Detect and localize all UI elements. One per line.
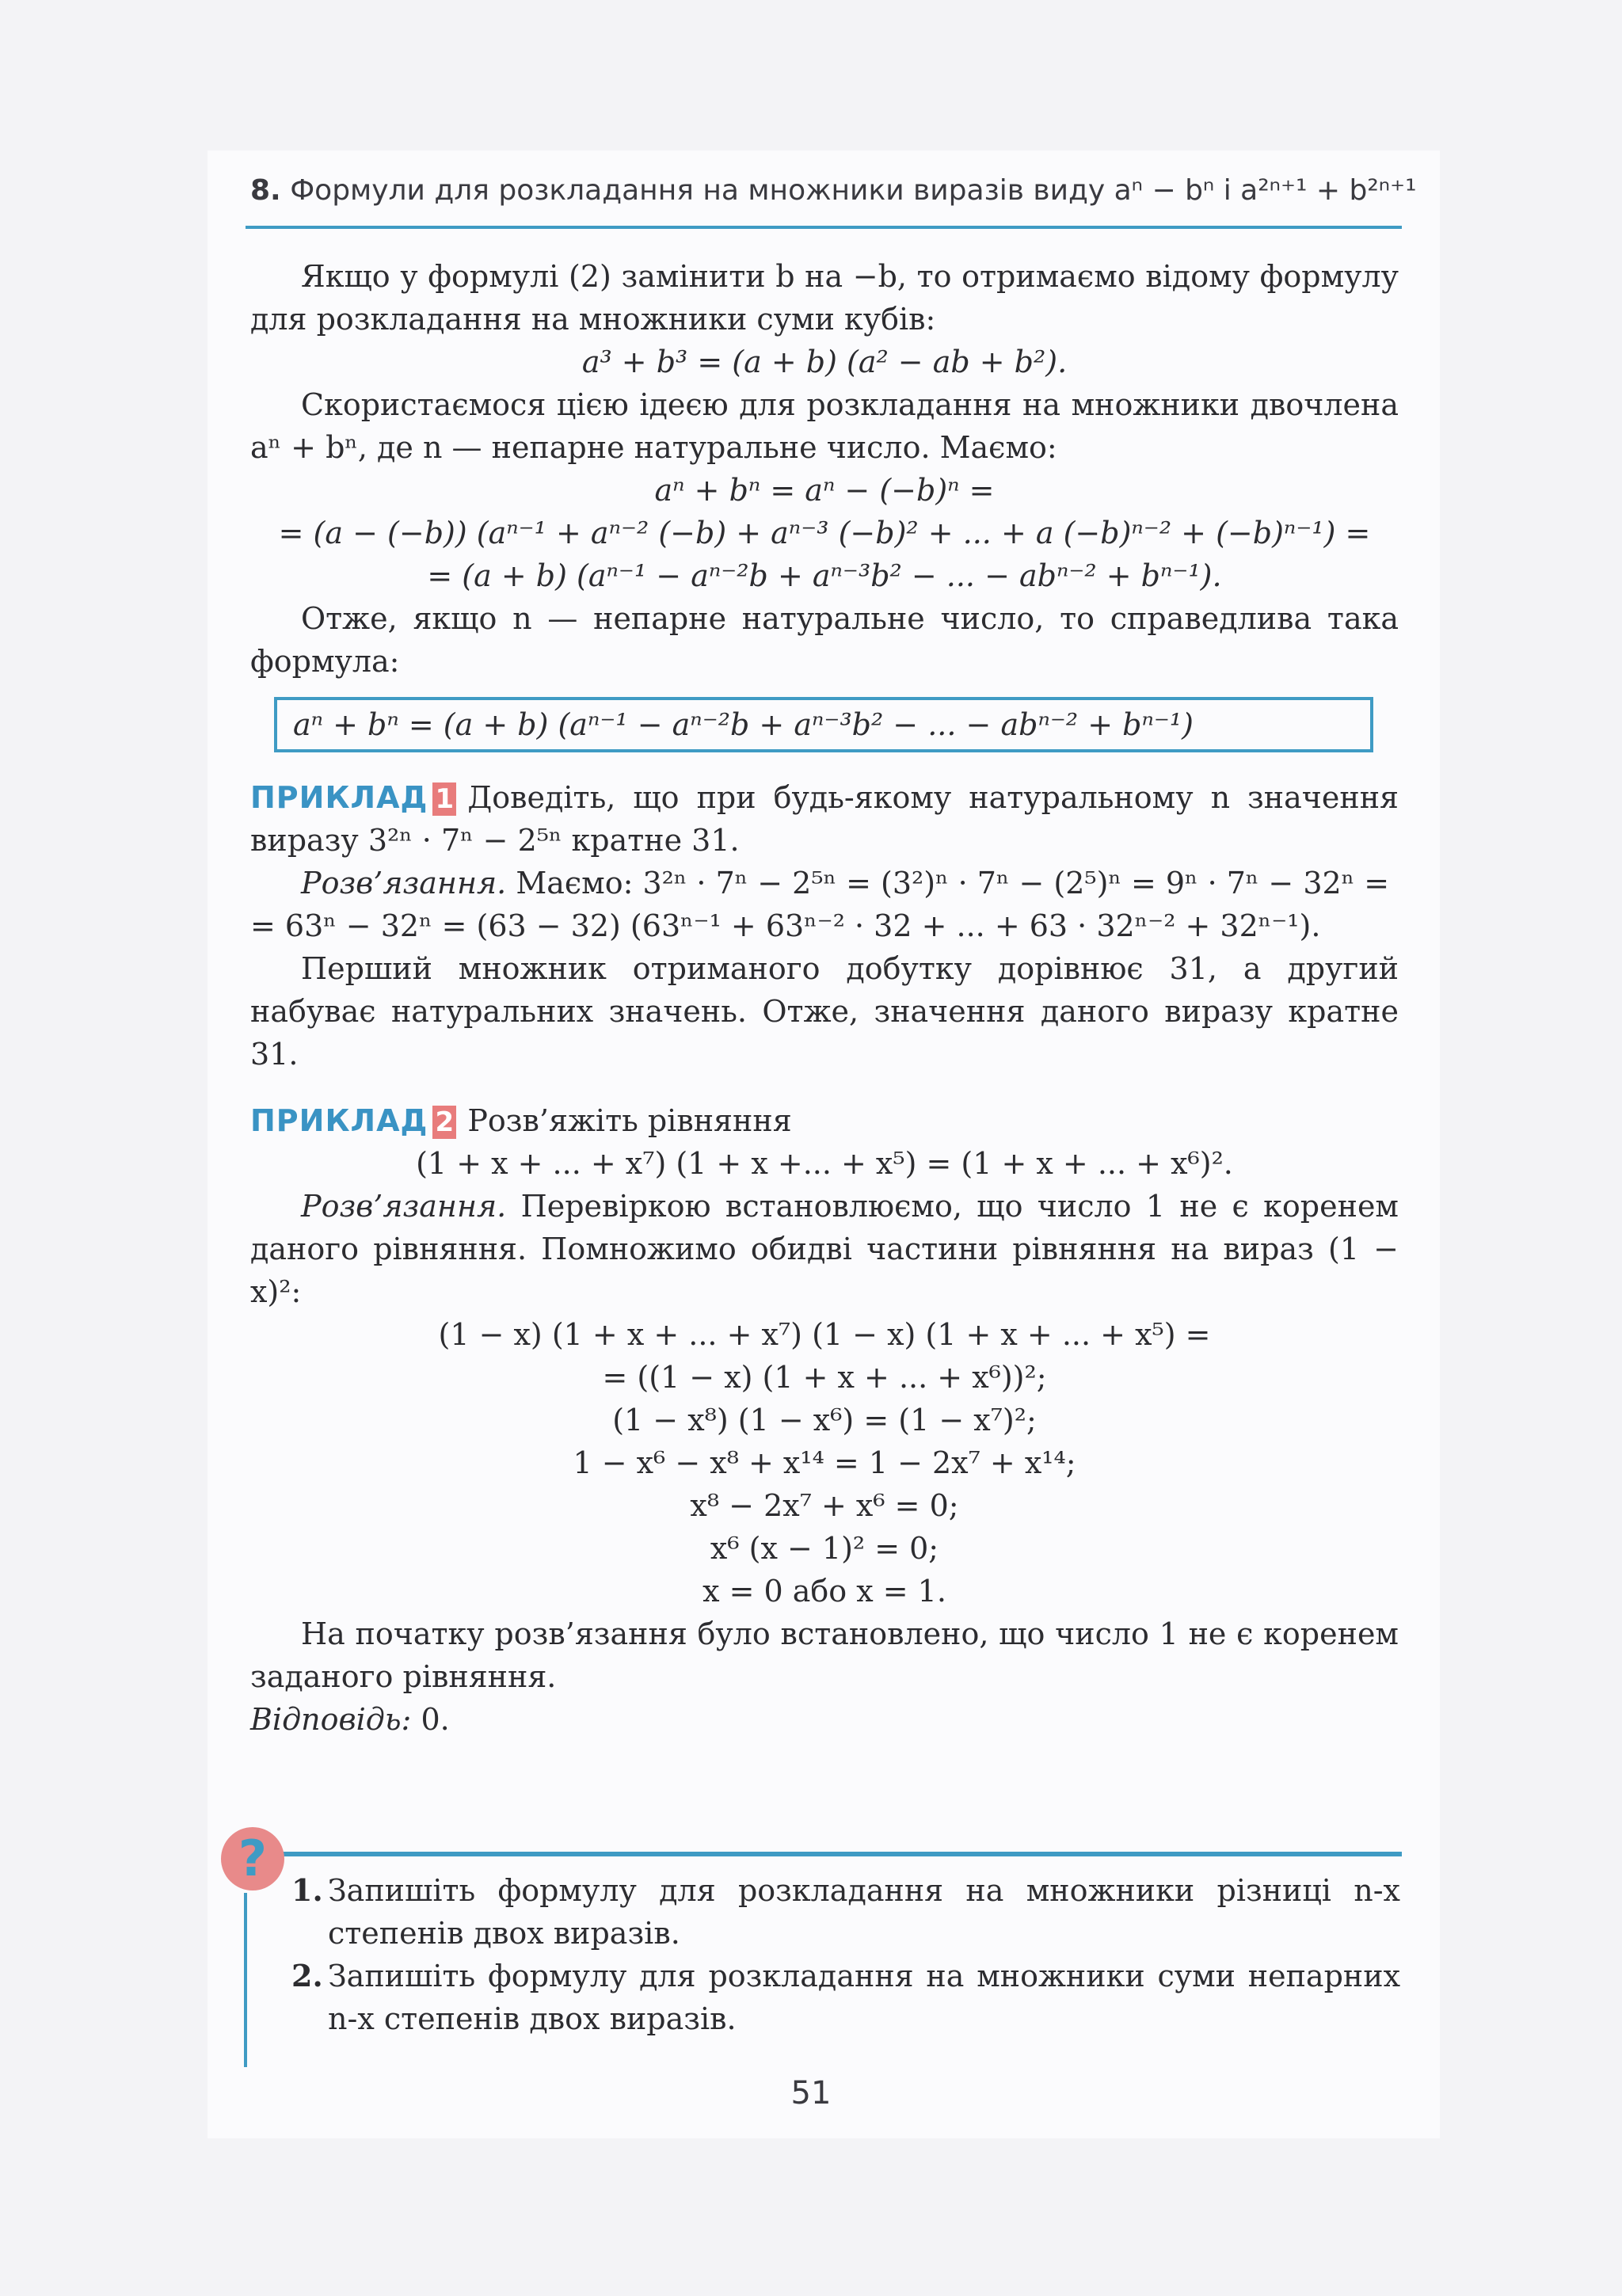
solution-line-1: Маємо: 3²ⁿ · 7ⁿ − 2⁵ⁿ = (3²)ⁿ · 7ⁿ − (2⁵)ⁿ = 9ⁿ · 7ⁿ − 32ⁿ = — [516, 866, 1390, 901]
example-number-badge: 2 — [432, 1106, 456, 1139]
answer-value: 0. — [421, 1702, 450, 1737]
solution-step: = ((1 − x) (1 + x + ... + x⁶))²; — [602, 1360, 1047, 1395]
example-label: ПРИКЛАД — [250, 780, 428, 815]
solution-line-2: = 63ⁿ − 32ⁿ = (63 − 32) (63ⁿ⁻¹ + 63ⁿ⁻² · 32 + ... + 63 · 32ⁿ⁻² + 32ⁿ⁻¹). — [250, 908, 1321, 943]
header-rule — [246, 226, 1402, 229]
questions-rule — [269, 1852, 1402, 1856]
questions-side-rule — [244, 1893, 247, 2067]
solution-step: (1 − x⁸) (1 − x⁶) = (1 − x⁷)²; — [612, 1403, 1037, 1437]
question-text: Запишіть формулу для розкладання на множники різниці n-х степенів двох виразів. — [328, 1873, 1400, 1951]
question-item — [291, 1869, 1400, 1955]
solution-text: Перевіркою встановлюємо, що число 1 не є коренем даного рівняння. Помножимо обидві частини рівняння на вираз (1 − x)²: — [250, 1189, 1399, 1309]
question-number: 2. — [291, 1958, 323, 1993]
example-2-equation: (1 + x + ... + x⁷) (1 + x +... + x⁵) = (1 + x + ... + x⁶)². — [416, 1146, 1233, 1181]
boxed-formula: aⁿ + bⁿ = (a + b) (aⁿ⁻¹ − aⁿ⁻²b + aⁿ⁻³b² − ... − abⁿ⁻² + bⁿ⁻¹) — [274, 697, 1373, 752]
question-number: 1. — [291, 1872, 323, 1908]
question-mark-icon — [217, 1823, 288, 1894]
example-2-statement: Розв’яжіть рівняння — [467, 1103, 792, 1138]
example-1 — [250, 776, 1399, 862]
derivation-line-3: = (a + b) (aⁿ⁻¹ − aⁿ⁻²b + aⁿ⁻³b² − ... − abⁿ⁻² + bⁿ⁻¹). — [427, 558, 1222, 593]
example-1-solution — [250, 862, 1399, 904]
main-content — [250, 255, 1399, 1741]
example-number-badge: 1 — [432, 782, 456, 816]
solution-step: x⁶ (x − 1)² = 0; — [710, 1531, 939, 1566]
solution-label: Розв’язання. — [301, 1189, 507, 1224]
solution-step: x⁸ − 2x⁷ + x⁶ = 0; — [690, 1488, 959, 1523]
question-item — [291, 1955, 1400, 2040]
example-1-conclusion: Перший множник отриманого добутку дорівнює 31, а другий набуває натуральних значень. Отже, значення даного виразу кратне 31. — [250, 951, 1399, 1072]
page-number: 51 — [790, 2075, 832, 2111]
questions-block — [238, 1830, 1402, 2051]
example-label: ПРИКЛАД — [250, 1103, 428, 1138]
questions-list — [291, 1869, 1400, 2040]
section-number: 8. — [250, 174, 281, 207]
solution-step: 1 − x⁶ − x⁸ + x¹⁴ = 1 − 2x⁷ + x¹⁴; — [573, 1445, 1076, 1480]
example-2-conclusion: На початку розв’язання було встановлено, що число 1 не є коренем заданого рівняння. — [250, 1616, 1399, 1694]
section-title: Формули для розкладання на множники виразів виду aⁿ − bⁿ і a²ⁿ⁺¹ + b²ⁿ⁺¹ — [290, 174, 1417, 207]
conclusion-paragraph: Отже, якщо n — непарне натуральне число, то справедлива така формула: — [250, 601, 1399, 679]
example-1-statement: Доведіть, що при будь-якому натуральному n значення виразу 3²ⁿ · 7ⁿ − 2⁵ⁿ кратне 31. — [250, 780, 1399, 858]
solution-step: (1 − x) (1 + x + ... + x⁷) (1 − x) (1 + x + ... + x⁵) = — [438, 1317, 1211, 1352]
example-2-solution — [250, 1185, 1399, 1313]
solution-step: x = 0 або x = 1. — [702, 1574, 946, 1609]
derivation-line-1: aⁿ + bⁿ = aⁿ − (−b)ⁿ = — [654, 473, 995, 508]
intro-paragraph: Якщо у формулі (2) замінити b на −b, то отримаємо відому формулу для розкладання на множники суми кубів: — [250, 259, 1399, 337]
running-head — [250, 174, 1417, 207]
sum-of-cubes-formula: a³ + b³ = (a + b) (a² − ab + b²). — [581, 345, 1068, 379]
answer-label: Відповідь: — [250, 1702, 412, 1737]
answer-line — [250, 1698, 1399, 1741]
binomial-paragraph: Скористаємося цією ідеєю для розкладання на множники двочлена aⁿ + bⁿ, де n — непарне натуральне число. Маємо: — [250, 387, 1399, 465]
svg-text:?: ? — [238, 1830, 267, 1887]
example-2 — [250, 1099, 1399, 1142]
question-text: Запишіть формулу для розкладання на множники суми непарних n-х степенів двох виразів. — [328, 1959, 1400, 2036]
derivation-line-2: = (a − (−b)) (aⁿ⁻¹ + aⁿ⁻² (−b) + aⁿ⁻³ (−b)² + ... + a (−b)ⁿ⁻² + (−b)ⁿ⁻¹) = — [278, 516, 1371, 550]
solution-label: Розв’язання. — [301, 866, 507, 901]
